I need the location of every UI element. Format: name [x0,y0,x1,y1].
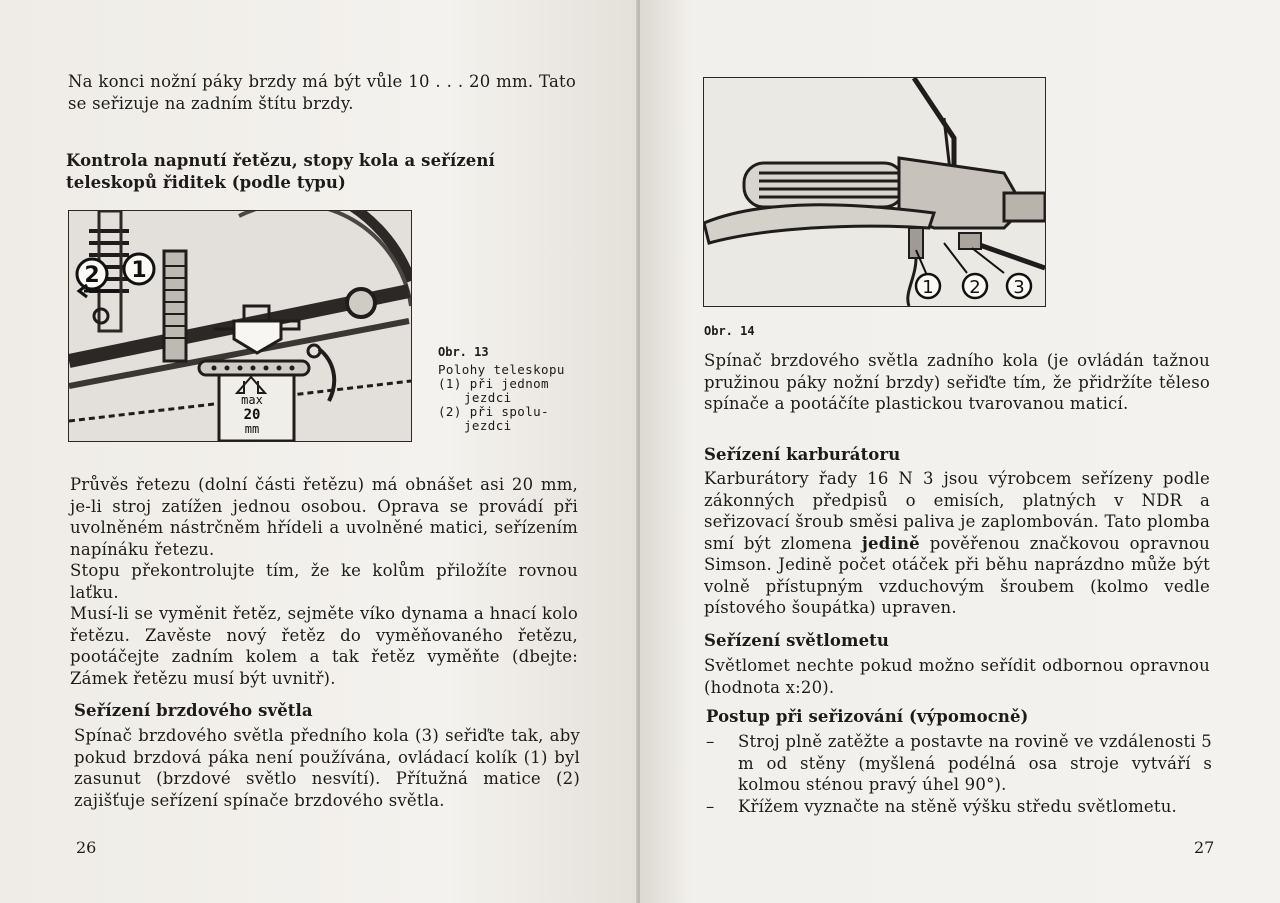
figure-14-illustration [703,77,1046,307]
section-heading-brake-light: Seřízení brzdového světla [74,701,313,720]
right-page [640,0,1280,903]
brake-light-paragraph: Spínač brzdového světla předního kola (3) seřiďte tak, aby pokud brzdová páka není používána, ovládací kolík (1) byl zasunut (brzdové světlo nesvítí). Přítužná matice (2) zajišťuje seřízení spínače brzdového světla. [74,726,580,810]
list-item: – Stroj plně zatěžte a postavte na rovině ve vzdálenosti 5 m od stěny (myšlená podélná osa stroje vytváří s kolmou sténou pravý úhel 90°). [706,731,1212,796]
procedure-list [706,731,1212,817]
figure-13-illustration [68,210,412,442]
section-heading-carburetor: Seřízení karburátoru [704,445,901,464]
callout-1: 1 [131,258,147,283]
page-number-right: 27 [1194,838,1215,857]
callout-2: 2 [969,277,981,298]
rear-suspension-drawing [69,211,411,441]
page-number-left: 26 [76,838,97,857]
gauge-unit-label: mm [244,422,260,436]
section-heading-chain: Kontrola napnutí řetězu, stopy kola a seřízení teleskopů řiditek (podle typu) [66,151,495,192]
gauge-value-label: 20 [243,407,261,423]
left-page [0,0,638,903]
chain-sag-paragraph: Průvěs řetezu (dolní části řetězu) má obnášet asi 20 mm, je-li stroj zatížen jednou osobou. Oprava se provádí při uvolněném nástrčněm hřídeli a uvolněné matici, seřízením napínáku řetezu. Stopu překontrolujte tím, že ke kolům přiložíte rovnou laťku. Musí-li se vyměnit řetěz, sejměte víko dynama a hnací kolo řetězu. Zavěste nový řetěz do vyměňovaného řetězu, pootáčejte zadním kolem a tak řetěz vyměňte (dbejte: Zámek řetězu musí být uvnitř). [70,475,578,688]
headlight-paragraph: Světlomet nechte pokud možno seřídit odbornou opravnou (hodnota x:20). [704,656,1210,697]
callout-3: 3 [1013,277,1025,298]
rear-brake-switch-paragraph: Spínač brzdového světla zadního kola (je ovládán tažnou pružinou páky nožní brzdy) seřiďte tím, že přidržíte těleso spínače a pootáčíte plastickou tvarovanou maticí. [704,351,1210,413]
figure-13-caption: Obr. 13 Polohy teleskopu (1) při jednom jezdci (2) při spolu- jezdci [438,345,565,433]
handlebar-lever-drawing [704,78,1045,306]
list-item: – Křížem vyznačte na stěně výšku středu světlometu. [706,796,1212,818]
intro-paragraph: Na konci nožní páky brzdy má být vůle 10 . . . 20 mm. Tato se seřizuje na zadním štítu brzdy. [68,72,576,113]
callout-1: 1 [922,277,934,298]
gauge-max-label: max [241,393,263,407]
carburetor-paragraph: Karburátory řady 16 N 3 jsou výrobcem seřízeny podle zákonných předpisů o emisích, platných v NDR a seřizovací šroub směsi paliva je zaplombován. Tato plomba smí být zlomena jedině pověřenou značkovou opravnou Simson. Jedině počet otáček při běhu naprázdno může být volně přístupným vzduchovým šroubem (kolmo vedle pístového šoupátka) upraven. [704,469,1210,617]
figure-14-caption: Obr. 14 [704,324,755,338]
callout-2: 2 [84,263,100,288]
section-heading-procedure: Postup při seřizování (výpomocně) [706,707,1029,726]
section-heading-headlight: Seřízení světlometu [704,631,889,650]
